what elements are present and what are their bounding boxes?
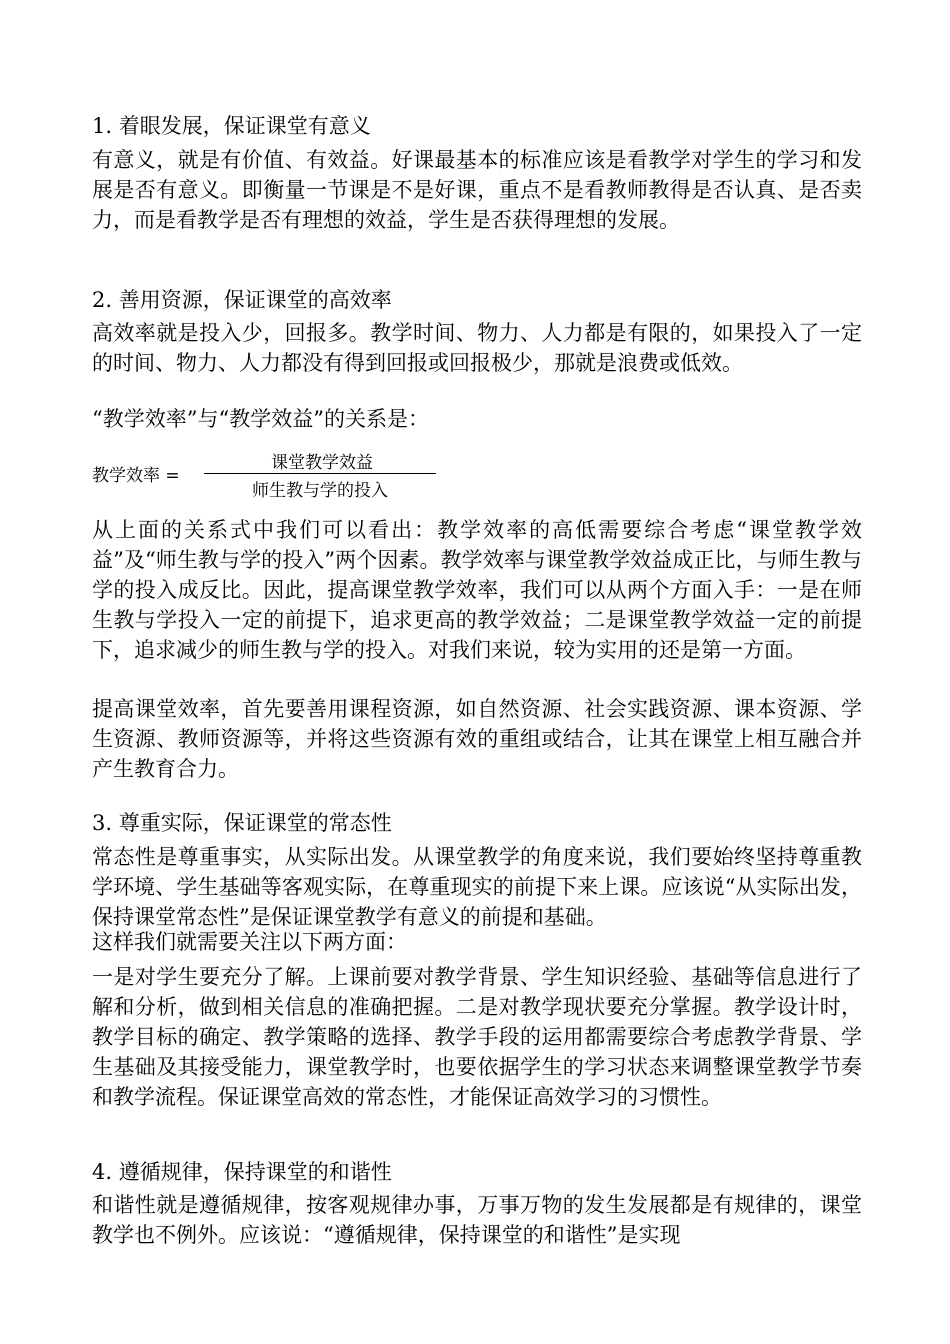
formula-lhs: 教学效率 = bbox=[92, 466, 180, 486]
section-3-paragraph-3: 一是对学生要充分了解。上课前要对教学背景、学生知识经验、基础等信息进行了解和分析，做到相关信息的准确把握。二是对教学现状要充分掌握。教学设计时，教学目标的确定、教学策略的选择、教学手段的运用都需要综合考虑教学背景、学生基础及其接受能力，课堂教学时，也要依据学生的学习状态来调整课堂教学节奏和教学流程。保证课堂高效的常态性，才能保证高效学习的习惯性。 bbox=[92, 965, 862, 1109]
section-1-paragraph-1: 有意义，就是有价值、有效益。好课最基本的标准应该是看教学对学生的学习和发展是否有意义。即衡量一节课是不是好课，重点不是看教师教得是否认真、是否卖力，而是看教学是否有理想的效益，学生是否获得理想的发展。 bbox=[92, 148, 862, 232]
section-3-paragraph-1: 常态性是尊重事实，从实际出发。从课堂教学的角度来说，我们要始终坚持尊重教学环境、学生基础等客观实际，在尊重现实的前提下来上课。应该说“从实际出发，保持课堂常态性”是保证课堂教学有意义的前提和基础。 bbox=[92, 845, 862, 929]
section-3-heading: 3. 尊重实际，保证课堂的常态性 bbox=[92, 811, 392, 835]
section-3-paragraph-2: 这样我们就需要关注以下两方面： bbox=[92, 930, 407, 954]
section-4-paragraph-1: 和谐性就是遵循规律，按客观规律办事，万事万物的发生发展都是有规律的，课堂教学也不例外。应该说：“遵循规律，保持课堂的和谐性”是实现 bbox=[92, 1193, 862, 1247]
section-4-heading: 4. 遵循规律，保持课堂的和谐性 bbox=[92, 1160, 392, 1184]
efficiency-formula bbox=[92, 446, 392, 500]
section-2-heading: 2. 善用资源，保证课堂的高效率 bbox=[92, 288, 392, 312]
section-2-paragraph-3: 从上面的关系式中我们可以看出：教学效率的高低需要综合考虑“课堂教学效益”及“师生教与学的投入”两个因素。教学效率与课堂教学效益成正比，与师生教与学的投入成反比。因此，提高课堂教学效率，我们可以从两个方面入手：一是在师生教与学投入一定的前提下，追求更高的教学效益；二是课堂教学效益一定的前提下，追求减少的师生教与学的投入。对我们来说，较为实用的还是第一方面。 bbox=[92, 518, 862, 662]
fraction-bar bbox=[204, 473, 436, 474]
section-2-paragraph-4: 提高课堂效率，首先要善用课程资源，如自然资源、社会实践资源、课本资源、学生资源、教师资源等，并将这些资源有效的重组或结合，让其在课堂上相互融合并产生教育合力。 bbox=[92, 697, 862, 781]
section-1-heading: 1. 着眼发展，保证课堂有意义 bbox=[92, 114, 371, 138]
formula-numerator: 课堂教学效益 bbox=[271, 453, 373, 473]
section-2-paragraph-1: 高效率就是投入少，回报多。教学时间、物力、人力都是有限的，如果投入了一定的时间、物力、人力都没有得到回报或回报极少，那就是浪费或低效。 bbox=[92, 321, 862, 375]
section-2-paragraph-2: “教学效率”与“教学效益”的关系是： bbox=[92, 407, 429, 431]
formula-denominator: 师生教与学的投入 bbox=[252, 481, 388, 501]
